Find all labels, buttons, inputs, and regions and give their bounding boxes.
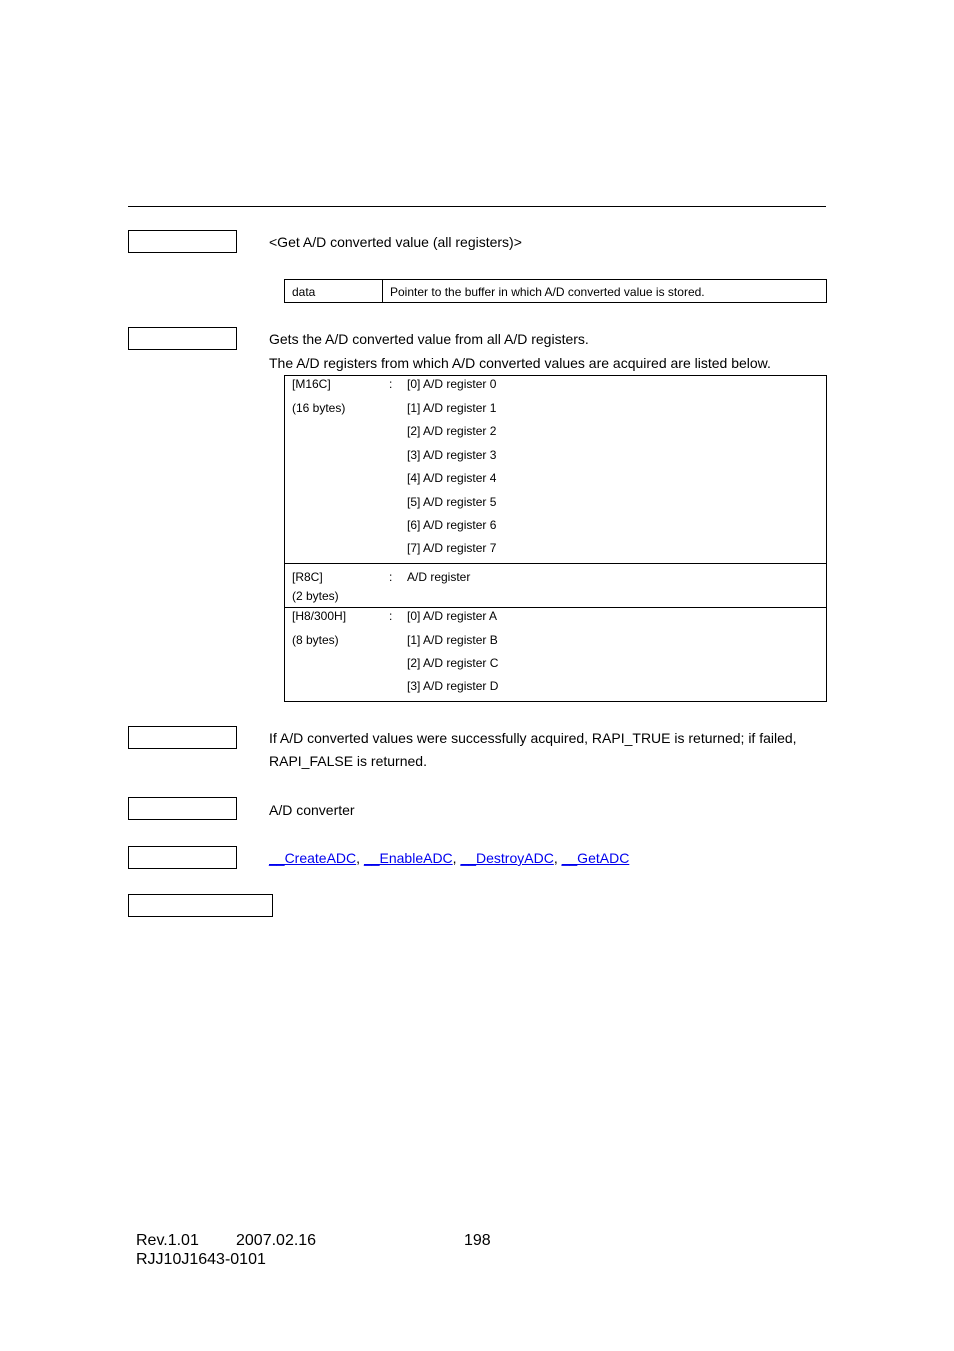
footer-date: 2007.02.16	[236, 1232, 317, 1249]
parameter-description: Pointer to the buffer in which A/D converted value is stored.	[390, 285, 705, 299]
parameter-table	[284, 279, 827, 303]
resource-text: A/D converter	[269, 802, 355, 818]
page-number: 198	[464, 1232, 491, 1249]
section-label-box-description	[128, 327, 237, 350]
register-item: [6] A/D register 6	[407, 518, 497, 532]
register-item: [0] A/D register A	[407, 609, 498, 623]
footer-revision: Rev.1.01	[136, 1232, 199, 1249]
related-separator: ,	[452, 850, 457, 866]
register-item: [3] A/D register 3	[407, 448, 497, 462]
return-value-line-2: RAPI_FALSE is returned.	[269, 753, 427, 769]
register-group-separator: :	[389, 609, 393, 623]
footer-document-id: RJJ10J1643-0101	[136, 1251, 266, 1268]
register-table-divider	[285, 607, 826, 608]
register-item: A/D register	[407, 570, 471, 584]
register-group-size: (8 bytes)	[292, 633, 339, 647]
syntax-summary: <Get A/D converted value (all registers)>	[269, 234, 522, 250]
register-group-size: (16 bytes)	[292, 401, 346, 415]
description-line-2: The A/D registers from which A/D converted values are acquired are listed below.	[269, 355, 771, 371]
register-group-size: (2 bytes)	[292, 589, 339, 603]
related-functions	[269, 850, 629, 866]
section-label-box-related	[128, 846, 237, 869]
section-label-box-return	[128, 726, 237, 749]
register-item: [0] A/D register 0	[407, 377, 497, 391]
register-group-name: [R8C]	[292, 570, 323, 584]
link-destroy-adc[interactable]: __DestroyADC	[460, 850, 554, 866]
register-item: [3] A/D register D	[407, 679, 499, 693]
link-get-adc[interactable]: __GetADC	[561, 850, 630, 866]
register-group-separator: :	[389, 570, 393, 584]
register-item: [5] A/D register 5	[407, 495, 497, 509]
return-value-line-1: If A/D converted values were successfully acquired, RAPI_TRUE is returned; if failed,	[269, 730, 797, 746]
register-item: [1] A/D register 1	[407, 401, 497, 415]
description-line-1: Gets the A/D converted value from all A/D registers.	[269, 331, 589, 347]
register-group-name: [H8/300H]	[292, 609, 347, 623]
header-rule	[128, 206, 826, 207]
related-separator: ,	[356, 850, 361, 866]
section-label-box-function	[128, 230, 237, 253]
register-item: [1] A/D register B	[407, 633, 498, 647]
link-enable-adc[interactable]: __EnableADC	[363, 850, 453, 866]
register-table-divider	[285, 563, 826, 564]
link-create-adc[interactable]: __CreateADC	[269, 850, 357, 866]
related-separator: ,	[553, 850, 558, 866]
register-group-separator: :	[389, 377, 393, 391]
section-label-box-resource	[128, 797, 237, 820]
register-group-name: [M16C]	[292, 377, 331, 391]
parameter-name: data	[292, 285, 316, 299]
register-item: [2] A/D register 2	[407, 424, 497, 438]
register-item: [2] A/D register C	[407, 656, 499, 670]
register-item: [4] A/D register 4	[407, 471, 497, 485]
register-table	[284, 375, 827, 702]
parameter-table-divider	[382, 280, 383, 302]
section-label-box-example	[128, 894, 273, 917]
register-item: [7] A/D register 7	[407, 541, 497, 555]
